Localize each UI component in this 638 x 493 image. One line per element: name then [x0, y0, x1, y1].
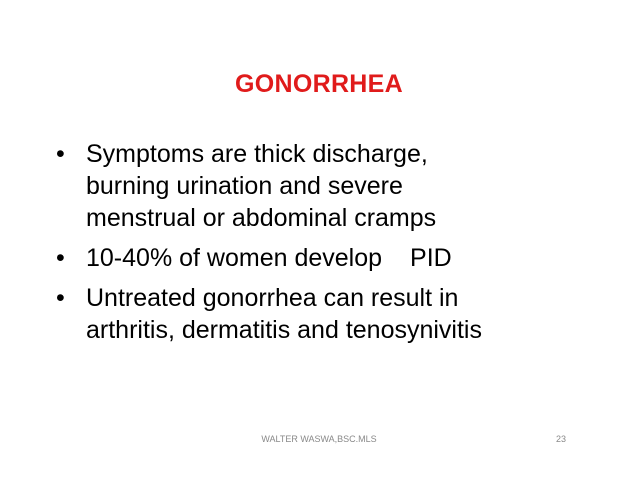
bullet-marker: •	[56, 244, 65, 272]
bullet-item-pid	[54, 242, 614, 274]
bullet-line: Untreated gonorrhea can result in	[86, 284, 459, 312]
bullet-line: arthritis, dermatitis and tenosynivitis	[86, 316, 482, 344]
bullet-line: Symptoms are thick discharge,	[86, 140, 428, 168]
bullet-list	[54, 138, 614, 354]
bullet-text-pid: PID	[410, 244, 452, 272]
bullet-text-lead: 10-40% of women develop	[86, 244, 383, 272]
bullet-marker: •	[56, 140, 65, 168]
bullet-item-symptoms	[54, 138, 614, 234]
bullet-marker: •	[56, 284, 65, 312]
page-number: 23	[556, 434, 567, 444]
bullet-item-untreated	[54, 282, 614, 346]
bullet-line: burning urination and severe	[86, 172, 403, 200]
slide-footer: WALTER WASWA,BSC.MLS	[261, 434, 377, 444]
bullet-line: menstrual or abdominal cramps	[86, 204, 437, 232]
slide-title: GONORRHEA	[235, 70, 403, 98]
